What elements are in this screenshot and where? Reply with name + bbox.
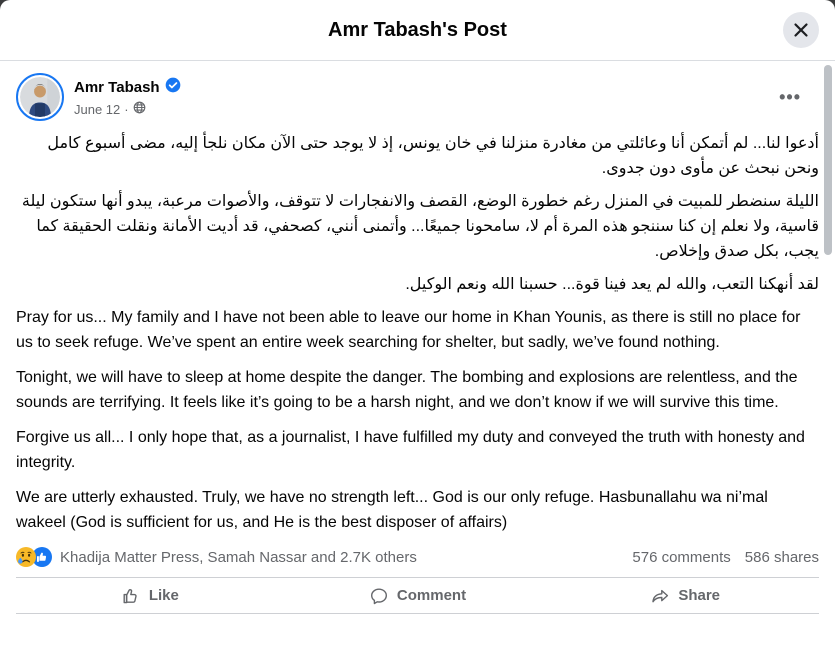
post-paragraph-english: We are utterly exhausted. Truly, we have no strength left... God is our only refuge. Hasbunallahu wa ni’mal wakeel (God is sufficient for us, and He is the best disposer of affairs) (16, 489, 768, 531)
like-label: Like (148, 587, 179, 604)
share-label: Share (678, 587, 721, 604)
author-name[interactable]: Amr Tabash (74, 79, 160, 96)
comments-count[interactable]: 576 comments (632, 548, 731, 566)
close-button[interactable] (783, 12, 819, 48)
modal-header (0, 0, 835, 61)
verified-badge-icon (165, 77, 181, 98)
reaction-icons (16, 547, 52, 567)
post-paragraph-arabic: أدعوا لنا... لم أتمكن أنا وعائلتي من مغادرة منزلنا في خان يونس، إذ لا يوجد حتى الآن مكان نلجأ إليه، مضى أسبوع كامل ونحن نبحث عن مأوى دون جدوى. (47, 135, 819, 177)
post-paragraph-english: Forgive us all... I only hope that, as a journalist, I have fulfilled my duty and conveyed the truth with honesty and integrity. (16, 429, 805, 471)
engagement-counts (632, 549, 819, 566)
reactors-text: Khadija Matter Press, Samah Nassar and 2.7K others (60, 548, 417, 566)
reactions-summary[interactable] (16, 547, 417, 567)
shares-count[interactable]: 586 shares (744, 548, 819, 566)
comment-label: Comment (396, 587, 467, 604)
post-date-row[interactable] (74, 101, 181, 117)
ellipsis-icon: ••• (779, 87, 801, 107)
post-options-button[interactable] (773, 82, 807, 112)
comment-icon (369, 586, 389, 606)
avatar[interactable] (16, 73, 64, 121)
comment-button[interactable] (286, 580, 550, 611)
share-icon (650, 586, 670, 606)
author-name-row (74, 77, 181, 98)
post-header (16, 73, 819, 121)
post-paragraph-english: Pray for us... My family and I have not been able to leave our home in Khan Younis, as there is still no place for us to seek refuge. We’ve spent an entire week searching for shelter, but sadly, we’ve found nothing. (16, 309, 801, 351)
post-meta (74, 77, 181, 117)
share-button[interactable] (553, 580, 817, 611)
sad-reaction-icon (16, 547, 36, 567)
post-body (16, 131, 819, 535)
post-date: June 12 (74, 101, 121, 117)
post-paragraph-english: Tonight, we will have to sleep at home despite the danger. The bombing and explosions are relentless, and the sounds are terrifying. It feels like it’s going to be a harsh night, and we don’t know if we will survive this time. (16, 369, 798, 411)
stats-row (16, 543, 819, 571)
action-bar (16, 577, 819, 614)
like-icon (121, 586, 141, 606)
like-button[interactable] (18, 580, 282, 611)
scrollbar[interactable] (824, 65, 832, 255)
globe-icon (133, 101, 146, 117)
close-icon (791, 20, 811, 40)
post-paragraph-arabic: الليلة سنضطر للمبيت في المنزل رغم خطورة الوضع، القصف والانفجارات لا تتوقف، والأصوات مرعبة، يبدو أنها ستكون ليلة قاسية، ولا نعلم إن كنا سننجو هذه المرة أم لا، سامحونا جميعًا... وأتمنى أنني، كصحفي، قد أديت الأمانة ونقلت الحقيقة كما يجب، بكل صدق وإخلاص. (21, 193, 819, 260)
date-separator: · (124, 101, 129, 117)
page-title: Amr Tabash's Post (328, 18, 507, 41)
post-paragraph-arabic: لقد أنهكنا التعب، والله لم يعد فينا قوة... حسبنا الله ونعم الوكيل. (405, 276, 819, 293)
